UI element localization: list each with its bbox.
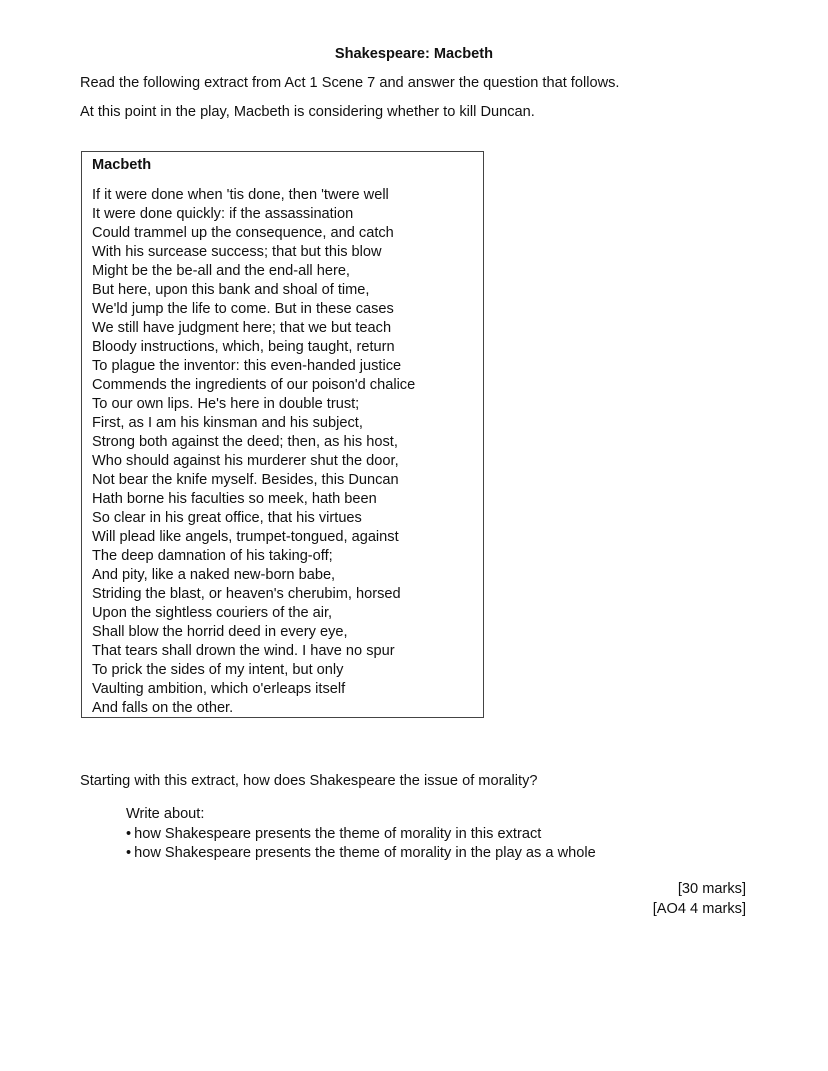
extract-line: We still have judgment here; that we but teach xyxy=(92,320,392,336)
total-marks: [30 marks] xyxy=(677,881,746,897)
extract-line: To plague the inventor: this even-handed justice xyxy=(92,358,402,374)
extract-line: Upon the sightless couriers of the air, xyxy=(92,605,333,621)
extract-line: Who should against his murderer shut the door, xyxy=(92,453,399,469)
extract-line: If it were done when 'tis done, then 'twere well xyxy=(92,187,389,203)
context-text: At this point in the play, Macbeth is considering whether to kill Duncan. xyxy=(80,104,535,120)
bullet-item: • how Shakespeare presents the theme of morality in the play as a whole xyxy=(126,844,596,863)
extract-line: But here, upon this bank and shoal of time, xyxy=(92,282,370,298)
extract-line: That tears shall drown the wind. I have no spur xyxy=(92,643,395,659)
extract-line: We'ld jump the life to come. But in these cases xyxy=(92,301,394,317)
extract-line: To prick the sides of my intent, but only xyxy=(92,662,344,678)
extract-line: Might be the be-all and the end-all here, xyxy=(92,263,350,279)
extract-line: Strong both against the deed; then, as his host, xyxy=(92,434,398,450)
extract-box xyxy=(81,151,484,718)
instruction-text: Read the following extract from Act 1 Scene 7 and answer the question that follows. xyxy=(80,75,620,91)
page-title: Shakespeare: Macbeth xyxy=(334,46,494,62)
extract-line: The deep damnation of his taking-off; xyxy=(92,548,333,564)
write-about-label: Write about: xyxy=(126,806,205,822)
extract-line: First, as I am his kinsman and his subject, xyxy=(92,415,363,431)
extract-line: Not bear the knife myself. Besides, this Duncan xyxy=(92,472,399,488)
extract-line: Striding the blast, or heaven's cherubim, horsed xyxy=(92,586,401,602)
extract-line: To our own lips. He's here in double trust; xyxy=(92,396,360,412)
bullet-item: • how Shakespeare presents the theme of morality in this extract xyxy=(126,825,596,844)
question-prompt: Starting with this extract, how does Shakespeare the issue of morality? xyxy=(80,773,538,789)
extract-line: Vaulting ambition, which o'erleaps itself xyxy=(92,681,346,697)
ao4-marks: [AO4 4 marks] xyxy=(652,901,746,917)
bullet-list xyxy=(126,825,596,863)
extract-line: Hath borne his faculties so meek, hath been xyxy=(92,491,377,507)
extract-line: Could trammel up the consequence, and catch xyxy=(92,225,394,241)
extract-line: With his surcease success; that but this blow xyxy=(92,244,382,260)
speaker-name: Macbeth xyxy=(92,157,152,173)
extract-line: It were done quickly: if the assassination xyxy=(92,206,354,222)
extract-lines xyxy=(92,186,415,718)
extract-line: Commends the ingredients of our poison'd chalice xyxy=(92,377,416,393)
extract-line: And pity, like a naked new-born babe, xyxy=(92,567,336,583)
extract-line: So clear in his great office, that his virtues xyxy=(92,510,362,526)
extract-line: Bloody instructions, which, being taught, return xyxy=(92,339,395,355)
extract-line: Shall blow the horrid deed in every eye, xyxy=(92,624,348,640)
extract-line: Will plead like angels, trumpet-tongued, against xyxy=(92,529,399,545)
extract-line: And falls on the other. xyxy=(92,700,234,716)
